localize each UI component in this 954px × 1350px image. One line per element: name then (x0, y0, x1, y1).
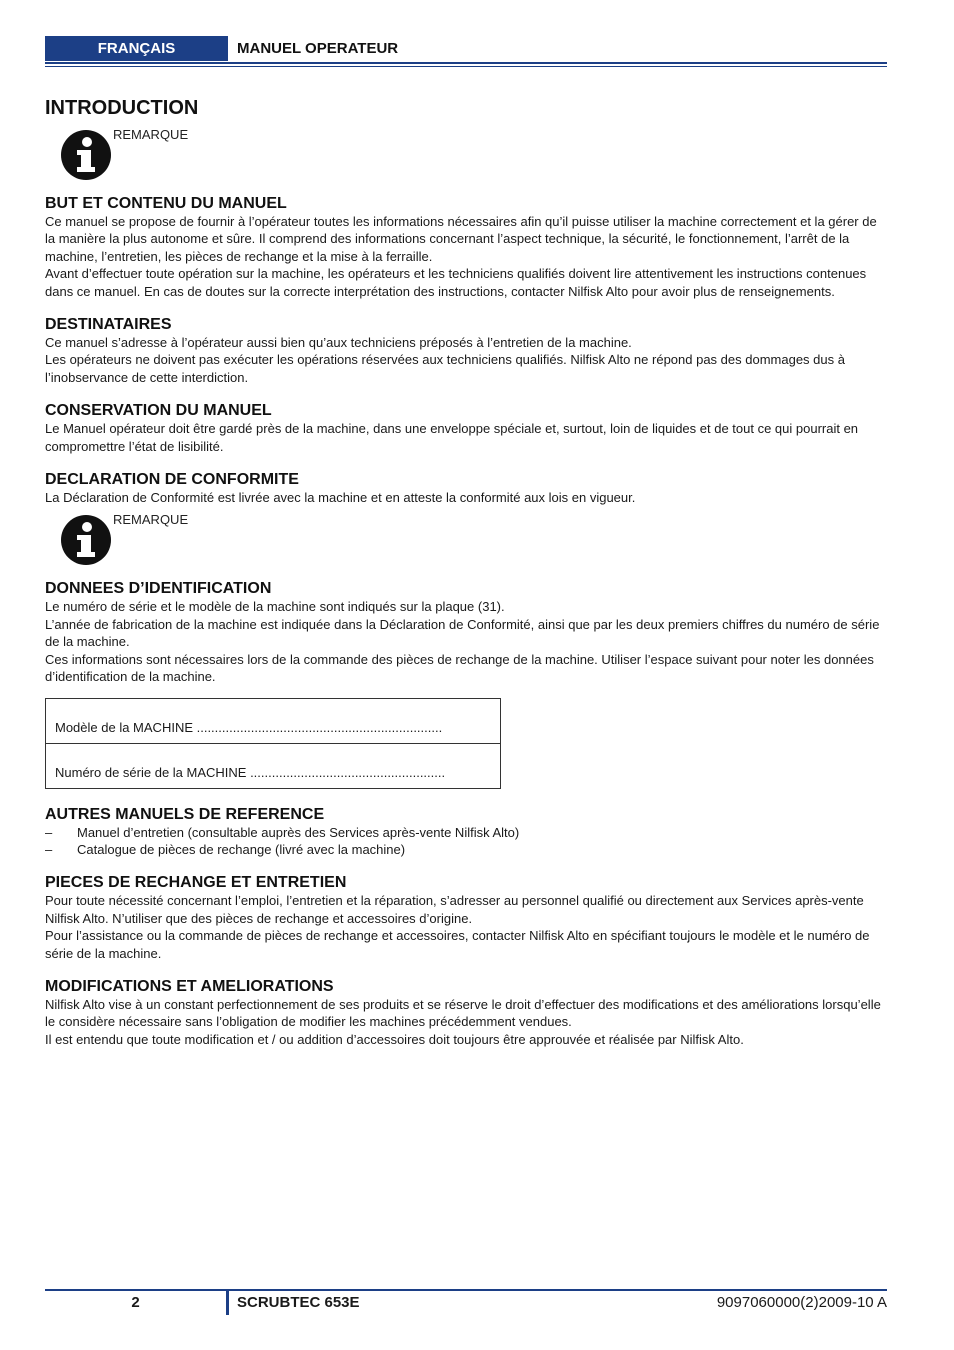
section-donnees (45, 580, 887, 788)
section-title: AUTRES MANUELS DE REFERENCE (45, 805, 325, 823)
section-destinataires (45, 316, 887, 386)
manual-title: MANUEL OPERATEUR (237, 40, 399, 57)
paragraph: Avant d’effectuer toute opération sur la machine, les opérateurs et les techniciens qualifiés doivent lire attentivement les instructions contenues dans ce manuel. En cas de doutes sur la correcte interprétation des instructions, contacter Nilfisk Alto pour avoir plus de renseignements. (45, 266, 867, 299)
document-reference: 9097060000(2)2009-10 A (716, 1294, 887, 1311)
model-row (46, 699, 500, 743)
paragraph: Ces informations sont nécessaires lors de la commande des pièces de rechange de la machine. Utiliser l’espace suivant pour noter les données d’identification de la machine. (45, 651, 874, 685)
info-icon (60, 514, 112, 566)
paragraph: Ce manuel s’adresse à l’opérateur aussi bien qu’aux techniciens préposés à l’entretien de la machine. (45, 335, 632, 351)
paragraph: Pour toute nécessité concernant l’emploi, l’entretien et la réparation, s’adresser au personnel qualifié ou directement aux Services après-vente Nilfisk Alto. N’utiliser que des pièces de rechange et accessoires d’origine. (45, 893, 864, 926)
page-footer (45, 1289, 887, 1319)
note-block (45, 123, 887, 185)
note-label: REMARQUE (113, 512, 189, 528)
section-declaration (45, 471, 887, 570)
dash-bullet: – (45, 824, 53, 840)
paragraph: Le Manuel opérateur doit être gardé près de la machine, dans une enveloppe spéciale et, surtout, loin de liquides et de tout ce qui pourrait en compromettre l’état de lisibilité. (45, 421, 859, 454)
info-icon (60, 129, 112, 181)
page-title: INTRODUCTION (45, 97, 199, 119)
section-title: DESTINATAIRES (45, 316, 172, 334)
serial-label: Numéro de série de la MACHINE ...................................................... (55, 765, 446, 781)
section-title: DONNEES D’IDENTIFICATION (45, 580, 272, 598)
section-title: BUT ET CONTENU DU MANUEL (45, 195, 287, 212)
paragraph: Il est entendu que toute modification et / ou addition d’accessoires doit toujours être approuvée et réalisée par Nilfisk Alto. (45, 1031, 744, 1047)
section-modifications (45, 978, 887, 1048)
section-pieces (45, 874, 887, 962)
model-label: Modèle de la MACHINE .................................................................... (55, 720, 443, 736)
paragraph: La Déclaration de Conformité est livrée avec la machine et en atteste la conformité aux lois en vigueur. (45, 490, 636, 506)
list-item-text: Catalogue de pièces de rechange (livré avec la machine) (77, 841, 406, 857)
section-conservation (45, 402, 887, 455)
section-autres (45, 806, 887, 859)
paragraph: L’année de fabrication de la machine est indiquée dans la Déclaration de Conformité, ainsi que par les deux premiers chiffres du numéro de série de la machine. (45, 616, 880, 650)
page-number: 2 (131, 1294, 140, 1311)
paragraph: Les opérateurs ne doivent pas exécuter les opérations réservées aux techniciens qualifiés. Nilfisk Alto ne répond pas des dommages dus à l’inobservance de cette interdiction. (45, 352, 845, 385)
header-rule (45, 62, 887, 64)
dash-bullet: – (45, 841, 53, 857)
page-content (45, 95, 887, 1048)
section-title: MODIFICATIONS ET AMELIORATIONS (45, 977, 334, 995)
section-title: CONSERVATION DU MANUEL (45, 402, 272, 420)
header-rule-thin (45, 66, 887, 67)
list-item-text: Manuel d’entretien (consultable auprès des Services après-vente Nilfisk Alto) (77, 824, 520, 840)
section-title: DECLARATION DE CONFORMITE (45, 471, 299, 489)
machine-model: SCRUBTEC 653E (237, 1294, 360, 1311)
serial-row (46, 743, 500, 788)
footer-divider (226, 1291, 229, 1315)
language-label: FRANÇAIS (45, 36, 228, 61)
paragraph: Pour l’assistance ou la commande de pièces de rechange et accessoires, contacter Nilfisk Alto en spécifiant toujours le modèle et le numéro de série de la machine. (45, 928, 870, 961)
identification-table (45, 698, 501, 789)
footer-rule (45, 1289, 887, 1291)
section-title: PIECES DE RECHANGE ET ENTRETIEN (45, 874, 347, 892)
note-label: REMARQUE (113, 127, 189, 142)
note-block (45, 508, 887, 570)
paragraph: Nilfisk Alto vise à un constant perfectionnement de ses produits et se réserve le droit d’effectuer des modifications et des améliorations lorsqu’elle le considère nécessaire sans l’obligation de modifier les machines précédemment vendues. (45, 996, 881, 1030)
list-item (45, 824, 887, 841)
paragraph: Ce manuel se propose de fournir à l’opérateur toutes les informations nécessaires afin qu’il puisse utiliser la machine correctement et la gérer de la manière la plus autonome et sûre. Il comprend des informations concernant l’aspect technique, la sécurité, le fonctionnement, l’arrêt de la machine, l’entretien, les pièces de rechange et la mise à la ferraille. (45, 214, 877, 264)
paragraph: Le numéro de série et le modèle de la machine sont indiqués sur la plaque (31). (45, 599, 505, 615)
page-header (45, 36, 887, 68)
list-item (45, 841, 887, 858)
section-but (45, 195, 887, 300)
